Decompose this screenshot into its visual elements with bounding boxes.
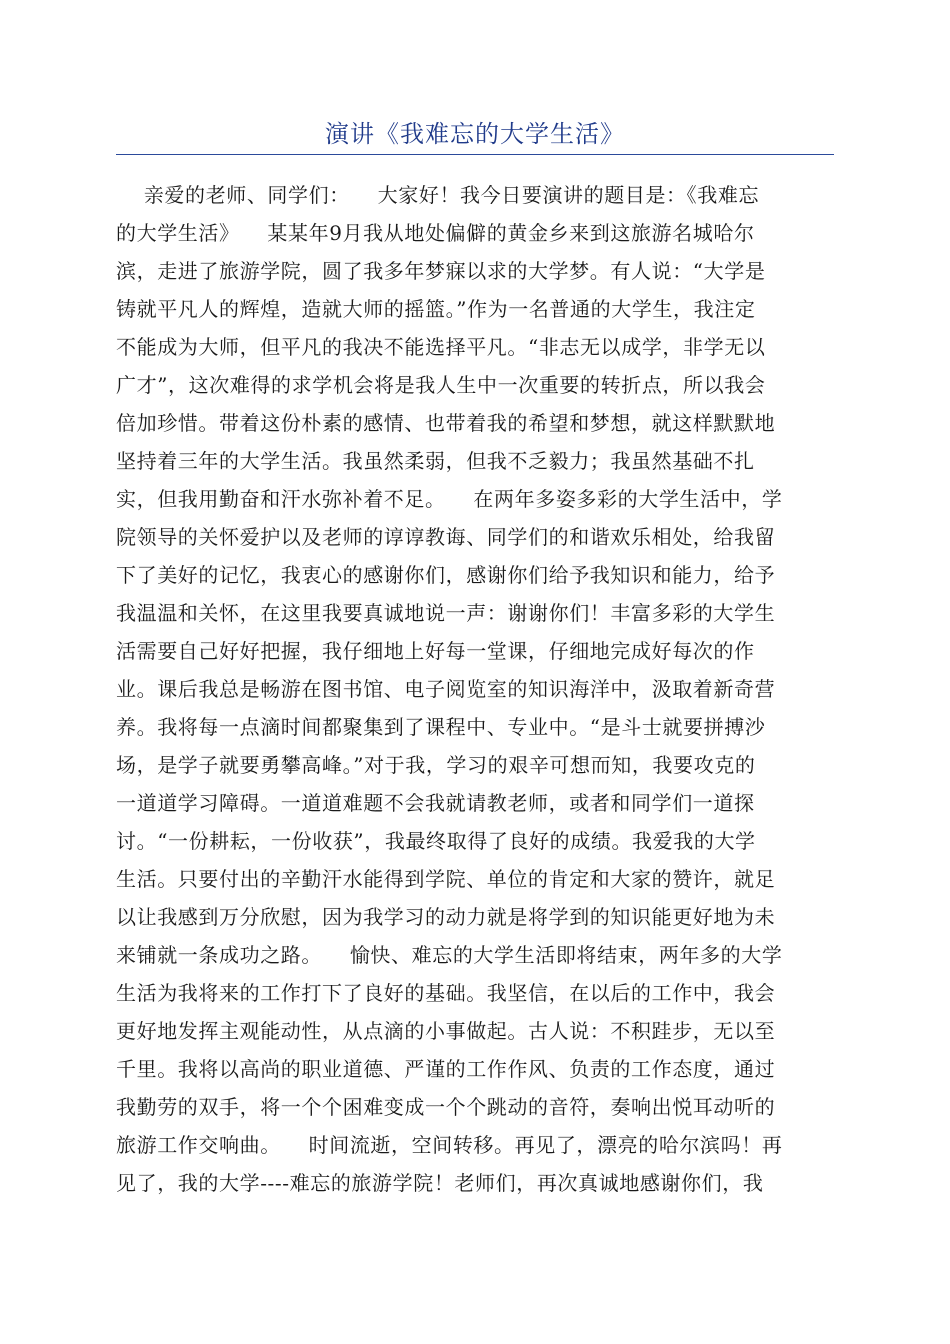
body-line: 不能成为大师，但平凡的我决不能选择平凡。“非志无以成学，非学无以: [116, 335, 766, 359]
body-line: 一道道学习障碍。一道道难题不会我就请教老师，或者和同学们一道探: [116, 791, 755, 815]
body-line: 院领导的关怀爱护以及老师的谆谆教诲、同学们的和谐欢乐相处，给我留: [116, 525, 776, 549]
body-line: 以让我感到万分欣慰，因为我学习的动力就是将学到的知识能更好地为未: [116, 905, 776, 929]
body-line: 坚持着三年的大学生活。我虽然柔弱，但我不乏毅力；我虽然基础不扎: [116, 449, 755, 473]
body-line: 旅游工作交响曲。 时间流逝，空间转移。再见了，漂亮的哈尔滨吗！再: [116, 1133, 783, 1157]
body-line: 广才”，这次难得的求学机会将是我人生中一次重要的转折点，所以我会: [116, 373, 766, 397]
body-line: 生活。只要付出的辛勤汗水能得到学院、单位的肯定和大家的赞许，就足: [116, 867, 776, 891]
title-underline: [116, 154, 834, 155]
body-line: 铸就平凡人的辉煌，造就大师的摇篮。”作为一名普通的大学生，我注定: [116, 297, 756, 321]
body-line: 见了，我的大学----难忘的旅游学院！老师们，再次真诚地感谢你们，我: [116, 1171, 764, 1195]
body-line: 千里。我将以高尚的职业道德、严谨的工作作风、负责的工作态度，通过: [116, 1057, 776, 1081]
body-line: 生活为我将来的工作打下了良好的基础。我坚信，在以后的工作中，我会: [116, 981, 776, 1005]
body-line: 更好地发挥主观能动性，从点滴的小事做起。古人说：不积跬步，无以至: [116, 1019, 776, 1043]
body-line: 活需要自己好好把握，我仔细地上好每一堂课，仔细地完成好每次的作: [116, 639, 755, 663]
document-body: [116, 176, 834, 1202]
document-title: 演讲《我难忘的大学生活》: [325, 120, 625, 148]
body-line: 养。我将每一点滴时间都聚集到了课程中、专业中。“是斗士就要拼搏沙: [116, 715, 766, 739]
body-line: 我温温和关怀，在这里我要真诚地说一声：谢谢你们！丰富多彩的大学生: [116, 601, 776, 625]
body-line: 亲爱的老师、同学们： 大家好！我今日要演讲的题目是：《我难忘: [116, 183, 760, 207]
body-line: 场，是学子就要勇攀高峰。”对于我，学习的艰辛可想而知，我要攻克的: [116, 753, 756, 777]
body-line: 的大学生活》 某某年9月我从地处偏僻的黄金乡来到这旅游名城哈尔: [116, 221, 755, 245]
body-line: 倍加珍惜。带着这份朴素的感情、也带着我的希望和梦想，就这样默默地: [116, 411, 776, 435]
body-line: 实，但我用勤奋和汗水弥补着不足。 在两年多姿多彩的大学生活中，学: [116, 487, 783, 511]
body-line: 我勤劳的双手，将一个个困难变成一个个跳动的音符，奏响出悦耳动听的: [116, 1095, 776, 1119]
body-line: 业。课后我总是畅游在图书馆、电子阅览室的知识海洋中，汲取着新奇营: [116, 677, 776, 701]
body-line: 滨，走进了旅游学院，圆了我多年梦寐以求的大学梦。有人说：“大学是: [116, 259, 766, 283]
body-line: 讨。“一份耕耘，一份收获”，我最终取得了良好的成绩。我爱我的大学: [116, 829, 756, 853]
body-line: 来铺就一条成功之路。 愉快、难忘的大学生活即将结束，两年多的大学: [116, 943, 783, 967]
body-line: 下了美好的记忆，我衷心的感谢你们，感谢你们给予我知识和能力，给予: [116, 563, 776, 587]
